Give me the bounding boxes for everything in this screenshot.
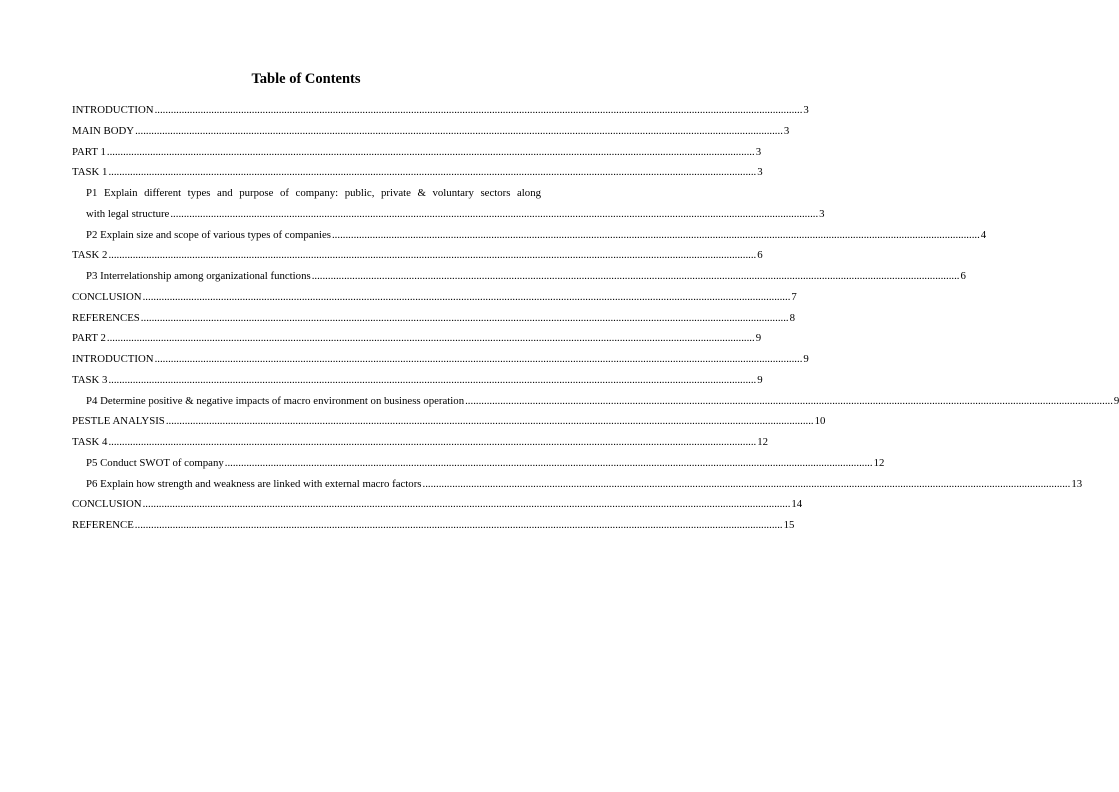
toc-entry-page: 7 [791, 290, 797, 303]
toc-entry-label: P4 Determine positive & negative impacts of macro environment on business operation [86, 394, 465, 407]
toc-entry-page: 3 [819, 207, 825, 220]
toc-entry-label: P3 Interrelationship among organizational functions [86, 270, 311, 282]
toc-entry-main-body[interactable] [72, 121, 790, 142]
dot-leader [143, 494, 791, 515]
toc-entry-label: P6 Explain how strength and weakness are linked with external macro factors [86, 477, 422, 490]
dot-leader [332, 225, 980, 246]
toc-entry-p1[interactable] [72, 183, 825, 225]
dot-leader [423, 474, 1071, 495]
dot-leader [141, 308, 789, 329]
toc-entry-p6[interactable] [72, 474, 1083, 495]
toc-entry-label: MAIN BODY [72, 124, 135, 137]
toc-entry-page: 3 [755, 145, 762, 158]
toc-entry-p3[interactable] [72, 266, 966, 287]
dot-leader [135, 515, 783, 536]
toc-entry-page: 6 [757, 249, 763, 262]
toc-entry-page: 6 [960, 270, 966, 282]
toc-entry-references[interactable] [72, 308, 796, 329]
toc-entry-page: 9 [803, 353, 809, 365]
dot-leader [135, 121, 783, 142]
toc-entry-label: CONCLUSION [72, 290, 142, 303]
toc-entry-label: REFERENCE [72, 519, 134, 531]
toc-entry-label: TASK 3 [72, 373, 108, 386]
toc-entry-page: 12 [873, 456, 885, 469]
dot-leader [108, 432, 756, 453]
toc-entry-label: PART 1 [72, 145, 106, 158]
toc-entry-introduction-2[interactable] [72, 349, 809, 370]
toc-entry-label: P2 Explain size and scope of various types of companies [86, 228, 331, 241]
toc-entry-page: 3 [783, 124, 790, 137]
toc-entry-label: INTRODUCTION [72, 353, 154, 365]
dot-leader [143, 287, 791, 308]
dot-leader [155, 100, 803, 121]
toc-entry-reference[interactable] [72, 515, 795, 536]
toc-entry-p2[interactable] [72, 225, 987, 246]
dot-leader [108, 370, 756, 391]
toc-entry-label: REFERENCES [72, 311, 140, 324]
toc-entry-label-line1: P1 Explain different types and purpose of company: public, private & voluntary sectors along [86, 187, 541, 199]
toc-entry-page: 10 [814, 415, 826, 428]
toc-entry-task-2[interactable] [72, 245, 763, 266]
toc-entry-label: PART 2 [72, 332, 106, 345]
dot-leader [155, 349, 803, 370]
toc-entry-page: 9 [755, 332, 762, 345]
dot-leader [170, 204, 818, 225]
toc-entry-page: 13 [1071, 477, 1083, 490]
toc-entry-p4[interactable] [72, 391, 1119, 412]
toc-entry-label: P5 Conduct SWOT of company [86, 456, 224, 469]
dot-leader [108, 245, 756, 266]
dot-leader [108, 162, 756, 183]
toc-entry-part-2[interactable] [72, 328, 762, 349]
toc-entry-label: TASK 2 [72, 249, 108, 262]
toc-entry-page: 14 [791, 498, 803, 511]
table-of-contents [72, 100, 1119, 536]
dot-leader [166, 411, 814, 432]
dot-leader [107, 142, 755, 163]
toc-entry-pestle-analysis[interactable] [72, 411, 826, 432]
dot-leader [312, 266, 960, 287]
toc-entry-page: 12 [757, 436, 769, 448]
toc-entry-page: 9 [1113, 394, 1119, 407]
dot-leader [465, 391, 1113, 412]
toc-entry-label: TASK 4 [72, 436, 108, 448]
toc-entry-label: CONCLUSION [72, 498, 142, 511]
toc-entry-conclusion[interactable] [72, 287, 797, 308]
toc-entry-label: PESTLE ANALYSIS [72, 415, 165, 428]
toc-entry-page: 8 [789, 311, 796, 324]
dot-leader [225, 453, 873, 474]
toc-entry-page: 9 [757, 373, 763, 386]
toc-entry-p5[interactable] [72, 453, 885, 474]
toc-entry-label: with legal structure [86, 207, 170, 220]
dot-leader [107, 328, 755, 349]
toc-entry-label: INTRODUCTION [72, 104, 154, 116]
toc-entry-page: 3 [757, 166, 763, 179]
toc-entry-conclusion-2[interactable] [72, 494, 803, 515]
toc-entry-page: 15 [783, 519, 795, 531]
toc-entry-page: 4 [980, 228, 987, 241]
toc-entry-part-1[interactable] [72, 142, 762, 163]
toc-title: Table of Contents [251, 71, 361, 87]
toc-entry-label: TASK 1 [72, 166, 108, 179]
toc-entry-task-1[interactable] [72, 162, 763, 183]
toc-entry-introduction[interactable] [72, 100, 809, 121]
toc-entry-task-4[interactable] [72, 432, 769, 453]
toc-entry-page: 3 [803, 104, 809, 116]
toc-entry-task-3[interactable] [72, 370, 763, 391]
